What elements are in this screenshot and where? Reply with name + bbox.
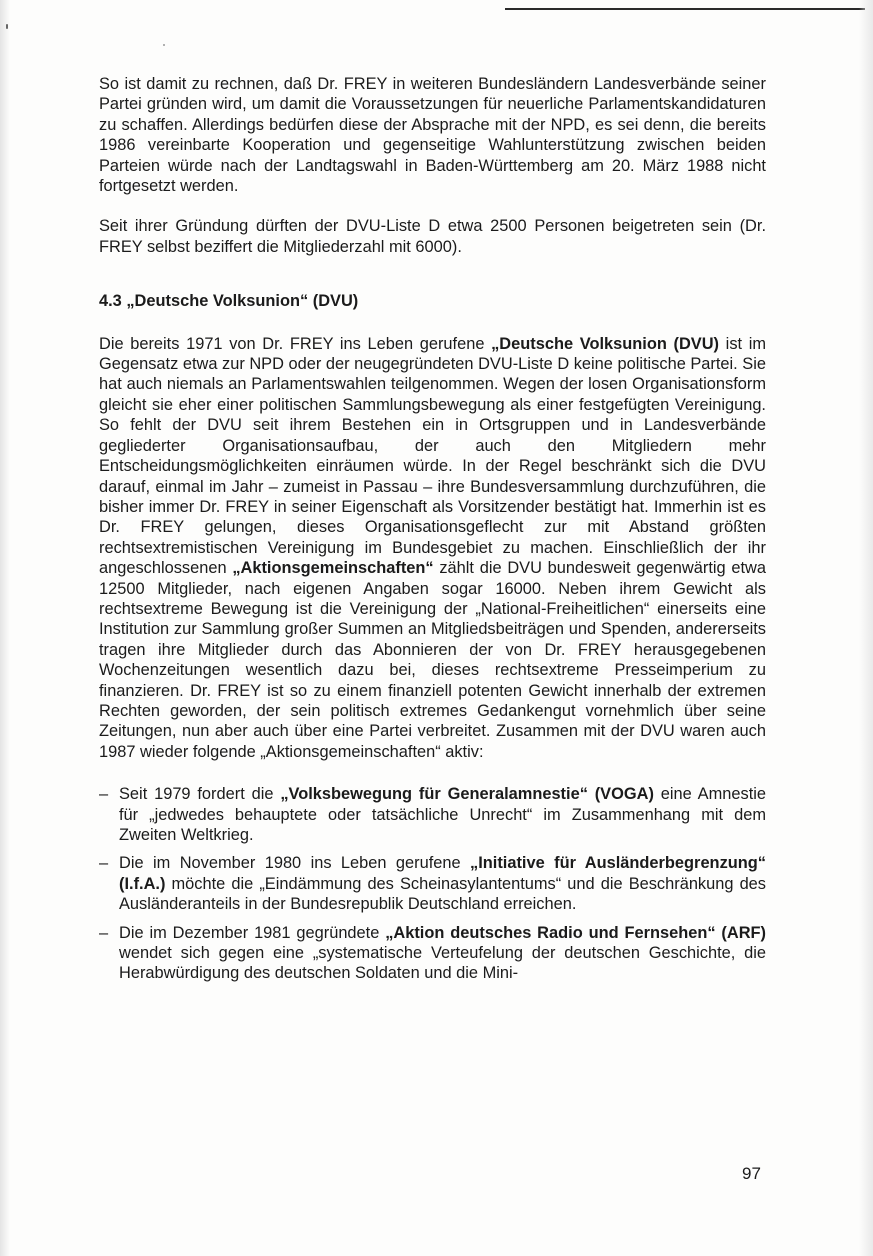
text-run: Die im November 1980 ins Leben gerufene <box>119 854 471 873</box>
text-run: möchte die „Eindämmung des Scheinasylantentums“ und die Beschränkung des Ausländeranteils in der Bundesrepublik Deutschland erreichen. <box>119 874 766 914</box>
list-item <box>99 853 766 914</box>
list-item <box>99 784 766 845</box>
scan-left-edge <box>0 0 10 1256</box>
bold-term: „Aktion deutsches Radio und Fernsehen“ (ARF) <box>385 923 767 942</box>
text-run: zählt die DVU bundesweit gegenwärtig etwa 12500 Mitglieder, nach eigenen Angaben sogar 16000. Neben ihrem Gewicht als rechtsextreme Bewegung ist die Vereinigung der „National-Freiheitlichen“ einerseits eine Institution zur Sammlung großer Summen an Mitgliedsbeiträgen und Spenden, andererseits tragen ihre Mitglieder durch das Abonnieren der von Dr. FREY herausgegebenen Wochenzeitungen wesentlich dazu bei, dieses rechtsextreme Presseimperium zu finanzieren. Dr. FREY ist so zu einem finanziell potenten Gewicht innerhalb der extremen Rechten geworden, der sein politisch extremes Gedankengut vornehmlich über seine Zeitungen, nun aber auch über eine Partei verbreitet. Zusammen mit der DVU waren auch 1987 wieder folgende „Aktionsgemeinschaften“ aktiv: <box>99 559 766 761</box>
text-run: Seit 1979 fordert die <box>119 785 281 804</box>
text-run: Die im Dezember 1981 gegründete <box>119 923 386 942</box>
bold-term: „Initiative für Ausländerbegrenzung“ (I.f.A.) <box>119 854 766 893</box>
top-rule <box>505 8 865 10</box>
bullet-list <box>99 784 766 984</box>
section-heading: 4.3 „Deutsche Volksunion“ (DVU) <box>99 292 359 311</box>
dash-marker: – <box>99 854 109 873</box>
bold-term: „Aktionsgemeinschaften“ <box>232 559 434 578</box>
list-item <box>99 923 766 984</box>
page-number: 97 <box>742 1164 761 1183</box>
dash-marker: – <box>99 785 109 804</box>
paragraph: So ist damit zu rechnen, daß Dr. FREY in weiteren Bundesländern Landesverbände seiner Partei gründen wird, um damit die Voraussetzungen für neuerliche Parlamentskandidaturen zu schaffen. Allerdings bedürfen diese der Absprache mit der NPD, es sei denn, die bereits 1986 vereinbarte Kooperation und gegenseitige Wahlunterstützung zwischen beiden Parteien würde nach der Landtagswahl in Baden-Württemberg am 20. März 1988 nicht fortgesetzt werden. <box>99 75 766 196</box>
text-run: eine Amnestie für „jedwedes behauptete oder tatsächliche Unrecht“ im Zusammenhang mit dem Zweiten Weltkrieg. <box>119 785 767 844</box>
bold-term: „Volksbewegung für Generalamnestie“ (VOGA) <box>280 785 654 804</box>
dash-marker: – <box>99 923 109 942</box>
scan-speck <box>163 44 165 46</box>
text-run: ist im Gegensatz etwa zur NPD oder der neugegründeten DVU-Liste D keine politische Partei. Sie hat auch niemals an Parlamentswahlen teilgenommen. Wegen der losen Organisationsform gleicht sie eher einer politischen Sammlungsbewegung als einer festgefügten Vereinigung. So fehlt der DVU seit ihrem Bestehen ein in Ortsgruppen und in Landesverbände gegliederter Organisationsaufbau, der auch den Mitgliedern mehr Entscheidungsmöglichkeiten einräumen würde. In der Regel beschränkt sich die DVU darauf, einmal im Jahr – zumeist in Passau – ihre Bundesversammlung durchzuführen, die bisher immer Dr. FREY in seiner Eigenschaft als Vorsitzender bestätigt hat. Immerhin ist es Dr. FREY gelungen, dieses Organisationsgeflecht zur mit Abstand größten rechtsextremistischen Vereinigung im Bundesgebiet zu machen. Einschließlich der ihr angeschlossenen <box>99 334 767 578</box>
paragraph <box>99 334 766 763</box>
bold-term: „Deutsche Volksunion (DVU) <box>491 334 720 353</box>
scan-speck <box>6 24 8 29</box>
text-run: Die bereits 1971 von Dr. FREY ins Leben gerufene <box>99 334 492 353</box>
paragraph: Seit ihrer Gründung dürften der DVU-Liste D etwa 2500 Personen beigetreten sein (Dr. FREY selbst beziffert die Mitgliederzahl mit 6000). <box>99 217 766 256</box>
text-run: wendet sich gegen eine „systematische Verteufelung der deutschen Geschichte, die Herabwürdigung des deutschen Soldaten und die Mini- <box>119 944 766 983</box>
body-text <box>99 74 766 992</box>
scan-right-edge <box>859 0 873 1256</box>
